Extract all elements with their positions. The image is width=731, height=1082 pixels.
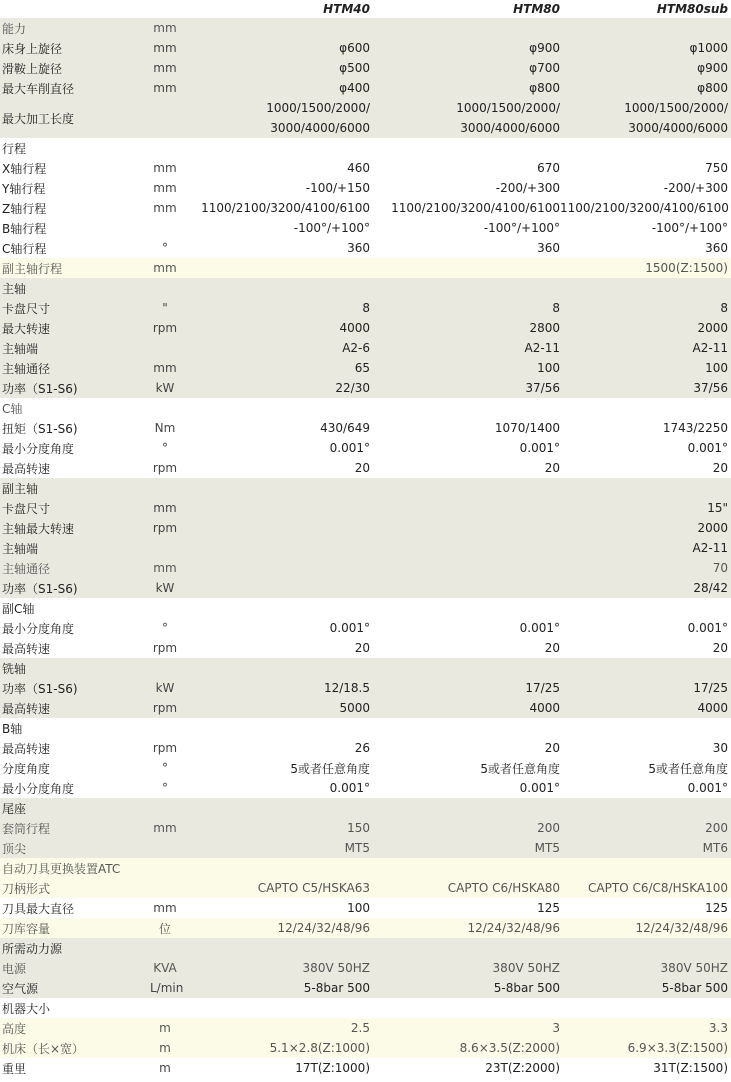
table-row: [0, 398, 731, 418]
row-value-3: φ1000: [689, 41, 728, 55]
row-label: 最小分度角度: [2, 781, 75, 796]
table-row: [0, 178, 731, 198]
table-row: [0, 698, 731, 718]
row-label: B轴行程: [2, 221, 47, 236]
table-row: [0, 378, 731, 398]
row-unit: mm: [153, 81, 177, 95]
row-value-1: 26: [354, 741, 370, 755]
row-label: 最高转速: [2, 641, 51, 656]
table-row: [0, 778, 731, 798]
row-value-3: 750: [705, 161, 728, 175]
row-value-3: 6.9×3.3(Z:1500): [627, 1041, 728, 1055]
row-label: 刀具最大直径: [2, 901, 75, 916]
table-row: [0, 758, 731, 778]
row-unit: mm: [153, 201, 177, 215]
table-row: [0, 678, 731, 698]
row-value-2: 8: [552, 301, 560, 315]
row-value-3: 200: [705, 821, 728, 835]
row-value-3: 15": [707, 501, 728, 515]
row-value-2: 2800: [529, 321, 560, 335]
row-value-3: 4000: [697, 701, 728, 715]
row-unit: rpm: [152, 461, 178, 475]
row-label: 副主轴行程: [2, 261, 63, 276]
table-row: [0, 638, 731, 658]
row-unit: mm: [153, 501, 177, 515]
table-row: [0, 158, 731, 178]
row-label: 扭矩（S1-S6): [2, 421, 78, 436]
row-unit: rpm: [152, 701, 178, 715]
row-value-1: φ600: [339, 41, 370, 55]
row-value-1: -100°/+100°: [293, 221, 370, 235]
table-row: [0, 818, 731, 838]
row-label: 功率（S1-S6): [2, 381, 78, 396]
row-value-1: φ400: [339, 81, 370, 95]
row-value-1: 4000: [339, 321, 370, 335]
table-row: [0, 418, 731, 438]
row-value-1: MT5: [344, 841, 370, 855]
row-value-3: MT6: [702, 841, 728, 855]
row-label: 功率（S1-S6): [2, 581, 78, 596]
row-value-2: 0.001°: [519, 621, 560, 635]
table-row: [0, 598, 731, 618]
table-row: [0, 278, 731, 298]
row-label: 最大车削直径: [2, 81, 75, 96]
table-row: [0, 358, 731, 378]
table-row: [0, 858, 731, 878]
row-label: 卡盘尺寸: [2, 501, 51, 516]
row-value-2: 17/25: [525, 681, 560, 695]
table-row: [0, 958, 731, 978]
row-unit: °: [162, 621, 168, 635]
table-row: [0, 518, 731, 538]
row-value-1: 100: [347, 901, 370, 915]
row-value-2: 200: [537, 821, 560, 835]
row-unit: ": [162, 301, 168, 315]
row-unit: mm: [153, 261, 177, 275]
row-label: 机器大小: [2, 1001, 51, 1016]
value-line: 3000/4000/6000: [460, 121, 560, 135]
row-label: Y轴行程: [2, 181, 46, 196]
row-value-2: 1100/2100/3200/4100/6100: [391, 201, 560, 215]
row-value-3: A2-11: [692, 341, 728, 355]
row-label: 主轴端: [2, 541, 39, 556]
row-label: 副C轴: [2, 601, 35, 616]
row-unit: Nm: [154, 421, 176, 435]
row-label: 最小分度角度: [2, 441, 75, 456]
row-value-2: MT5: [534, 841, 560, 855]
row-value-2: 20: [544, 641, 560, 655]
row-unit: mm: [153, 61, 177, 75]
table-row: [0, 1058, 731, 1078]
row-value-2: φ900: [529, 41, 560, 55]
row-label: 所需动力源: [2, 941, 63, 956]
row-label: 尾座: [2, 801, 27, 816]
row-value-1: 20: [354, 461, 370, 475]
row-value-3: A2-11: [692, 541, 728, 555]
row-value-3: -200/+300: [663, 181, 728, 195]
row-value-1: 0.001°: [329, 621, 370, 635]
table-row: [0, 998, 731, 1018]
row-value-1: φ500: [339, 61, 370, 75]
row-value-1: 1100/2100/3200/4100/6100: [201, 201, 370, 215]
table-row: [0, 18, 731, 38]
row-value-1: 150: [347, 821, 370, 835]
row-value-1: 17T(Z:1000): [295, 1061, 370, 1075]
row-value-3: 8: [720, 301, 728, 315]
row-label: 滑鞍上旋径: [2, 61, 63, 76]
row-value-1: 360: [347, 241, 370, 255]
table-row: [0, 1018, 731, 1038]
row-label: X轴行程: [2, 161, 47, 176]
table-row: [0, 338, 731, 358]
row-unit: mm: [153, 161, 177, 175]
row-label: 能力: [2, 21, 27, 36]
table-row: [0, 618, 731, 638]
row-label: 主轴最大转速: [2, 521, 75, 536]
row-label: 最小分度角度: [2, 621, 75, 636]
value-line: 1000/1500/2000/: [266, 101, 370, 115]
row-value-3: 1500(Z:1500): [645, 261, 728, 275]
table-row: [0, 98, 731, 138]
row-value-3: [560, 98, 730, 138]
row-unit: L/min: [150, 981, 184, 995]
row-label: Z轴行程: [2, 201, 47, 216]
row-value-2: φ700: [529, 61, 560, 75]
row-unit: rpm: [152, 641, 178, 655]
row-label: 功率（S1-S6): [2, 681, 78, 696]
table-row: [0, 478, 731, 498]
table-row: [0, 298, 731, 318]
row-value-2: 5-8bar 500: [493, 981, 560, 995]
row-unit: mm: [153, 361, 177, 375]
table-row: [0, 578, 731, 598]
table-row: [0, 1038, 731, 1058]
row-value-1: 5-8bar 500: [303, 981, 370, 995]
row-label: C轴: [2, 401, 23, 416]
row-label: 顶尖: [2, 841, 27, 856]
row-value-3: 20: [712, 461, 728, 475]
table-row: [0, 138, 731, 158]
value-line: 1000/1500/2000/: [456, 101, 560, 115]
row-value-1: 20: [354, 641, 370, 655]
table-row: [0, 978, 731, 998]
row-value-1: 0.001°: [329, 781, 370, 795]
row-value-1: 5000: [339, 701, 370, 715]
row-unit: mm: [153, 41, 177, 55]
row-label: 自动刀具更换装置ATC: [2, 861, 121, 876]
row-value-3: 37/56: [693, 381, 728, 395]
header-model-htm40: HTM40: [323, 2, 370, 16]
row-value-3: 0.001°: [687, 781, 728, 795]
row-unit: kW: [155, 381, 175, 395]
value-line: 3000/4000/6000: [270, 121, 370, 135]
row-value-1: 8: [362, 301, 370, 315]
row-unit: m: [159, 1021, 171, 1035]
row-value-2: 20: [544, 741, 560, 755]
row-value-2: 5或者任意角度: [480, 761, 560, 776]
row-value-3: 1743/2250: [662, 421, 728, 435]
row-value-1: 460: [347, 161, 370, 175]
row-unit: mm: [153, 21, 177, 35]
value-line: 1000/1500/2000/: [624, 101, 728, 115]
row-value-3: -100°/+100°: [651, 221, 728, 235]
table-row: [0, 798, 731, 818]
row-unit: kW: [155, 581, 175, 595]
row-label: 套筒行程: [2, 821, 51, 836]
row-unit: rpm: [152, 321, 178, 335]
row-label: 重里: [2, 1061, 27, 1076]
row-value-3: 100: [705, 361, 728, 375]
row-label: 最高转速: [2, 701, 51, 716]
value-line: 3000/4000/6000: [628, 121, 728, 135]
row-value-2: 4000: [529, 701, 560, 715]
row-label: 分度角度: [2, 761, 51, 776]
row-value-2: 100: [537, 361, 560, 375]
table-row: [0, 438, 731, 458]
row-label: B轴: [2, 721, 23, 736]
row-value-3: 12/24/32/48/96: [635, 921, 728, 935]
row-value-3: 20: [712, 641, 728, 655]
row-value-3: φ800: [697, 81, 728, 95]
row-unit: mm: [153, 561, 177, 575]
row-unit: °: [162, 441, 168, 455]
table-row: [0, 838, 731, 858]
row-value-3: 3.3: [708, 1021, 728, 1035]
table-row: [0, 878, 731, 898]
row-unit: °: [162, 781, 168, 795]
row-value-3: 5-8bar 500: [661, 981, 728, 995]
row-unit: kW: [155, 681, 175, 695]
row-value-1: 65: [354, 361, 370, 375]
table-row: [0, 918, 731, 938]
row-value-2: 0.001°: [519, 441, 560, 455]
row-value-3: 70: [712, 561, 728, 575]
table-row: [0, 198, 731, 218]
row-value-3: 360: [705, 241, 728, 255]
row-value-2: 380V 50HZ: [492, 961, 560, 975]
row-value-1: 12/24/32/48/96: [277, 921, 370, 935]
row-label: 最高转速: [2, 741, 51, 756]
row-value-2: [370, 98, 560, 138]
row-value-1: 12/18.5: [323, 681, 370, 695]
row-label: 副主轴: [2, 481, 39, 496]
row-value-3: 0.001°: [687, 441, 728, 455]
row-value-1: 22/30: [335, 381, 370, 395]
table-row: [0, 218, 731, 238]
table-row: [0, 38, 731, 58]
row-label: 最大转速: [2, 321, 51, 336]
row-unit: KVA: [153, 961, 177, 975]
row-label: 铣轴: [2, 661, 27, 676]
row-value-1: [180, 98, 370, 138]
row-value-2: 8.6×3.5(Z:2000): [459, 1041, 560, 1055]
table-row: [0, 78, 731, 98]
row-value-3: CAPTO C6/C8/HSKA100: [588, 881, 728, 895]
table-row: [0, 718, 731, 738]
row-value-2: -100°/+100°: [483, 221, 560, 235]
table-body: [0, 18, 731, 1078]
table-row: [0, 318, 731, 338]
row-label: 空气源: [2, 981, 39, 996]
row-value-3: 2000: [697, 321, 728, 335]
row-label: 刀库容量: [2, 921, 51, 936]
table-row: [0, 938, 731, 958]
table-row: [0, 58, 731, 78]
row-unit: m: [159, 1041, 171, 1055]
row-unit: °: [162, 241, 168, 255]
row-value-2: -200/+300: [495, 181, 560, 195]
row-value-3: 5或者任意角度: [648, 761, 728, 776]
row-value-3: 380V 50HZ: [660, 961, 728, 975]
row-value-3: 31T(Z:1500): [653, 1061, 728, 1075]
row-value-2: 1070/1400: [494, 421, 560, 435]
row-label: 刀柄形式: [2, 881, 51, 896]
table-row: [0, 898, 731, 918]
table-row: [0, 538, 731, 558]
row-value-3: 125: [705, 901, 728, 915]
row-value-2: 20: [544, 461, 560, 475]
header-model-htm80: HTM80: [513, 2, 560, 16]
row-value-2: 37/56: [525, 381, 560, 395]
table-row: [0, 498, 731, 518]
row-value-2: 360: [537, 241, 560, 255]
row-unit: rpm: [152, 521, 178, 535]
row-unit: mm: [153, 821, 177, 835]
table-row: [0, 458, 731, 478]
row-unit: 位: [158, 921, 171, 936]
row-value-3: 1100/2100/3200/4100/6100: [560, 201, 729, 215]
row-unit: rpm: [152, 741, 178, 755]
row-label: 床身上旋径: [2, 41, 63, 56]
table-row: [0, 258, 731, 278]
row-value-3: 17/25: [693, 681, 728, 695]
row-value-3: 0.001°: [687, 621, 728, 635]
header-model-htm80sub: HTM80sub: [656, 2, 728, 16]
row-value-3: 2000: [697, 521, 728, 535]
row-value-1: 5或者任意角度: [290, 761, 370, 776]
row-value-2: 12/24/32/48/96: [467, 921, 560, 935]
row-value-1: CAPTO C5/HSKA63: [257, 881, 370, 895]
row-value-2: φ800: [529, 81, 560, 95]
row-value-2: 23T(Z:2000): [485, 1061, 560, 1075]
row-value-3: 30: [712, 741, 728, 755]
table-row: [0, 558, 731, 578]
row-value-3: 28/42: [693, 581, 728, 595]
row-label: 机床（长×宽）: [2, 1041, 85, 1056]
table-header: [0, 0, 731, 18]
row-value-1: 5.1×2.8(Z:1000): [269, 1041, 370, 1055]
row-value-1: 2.5: [350, 1021, 370, 1035]
row-value-2: A2-11: [524, 341, 560, 355]
row-unit: °: [162, 761, 168, 775]
row-value-1: A2-6: [342, 341, 370, 355]
table-row: [0, 738, 731, 758]
table-row: [0, 238, 731, 258]
row-value-3: φ900: [697, 61, 728, 75]
row-label: 主轴通径: [2, 561, 51, 576]
row-label: 卡盘尺寸: [2, 301, 51, 316]
table-row: [0, 658, 731, 678]
row-value-2: 670: [537, 161, 560, 175]
row-label: 高度: [2, 1021, 27, 1036]
row-value-1: 430/649: [320, 421, 370, 435]
row-label: 行程: [2, 141, 27, 156]
row-value-1: -100/+150: [305, 181, 370, 195]
row-label: 电源: [2, 961, 27, 976]
row-value-2: 3: [552, 1021, 560, 1035]
row-label: 最大加工长度: [2, 111, 75, 126]
row-value-2: CAPTO C6/HSKA80: [447, 881, 560, 895]
row-label: 主轴通径: [2, 361, 51, 376]
row-label: 最高转速: [2, 461, 51, 476]
row-label: 主轴端: [2, 341, 39, 356]
row-value-2: 125: [537, 901, 560, 915]
row-value-1: 0.001°: [329, 441, 370, 455]
row-value-2: 0.001°: [519, 781, 560, 795]
row-unit: mm: [153, 901, 177, 915]
row-label: C轴行程: [2, 241, 47, 256]
row-label: 主轴: [2, 281, 27, 296]
row-unit: m: [159, 1061, 171, 1075]
row-value-1: 380V 50HZ: [302, 961, 370, 975]
row-unit: mm: [153, 181, 177, 195]
